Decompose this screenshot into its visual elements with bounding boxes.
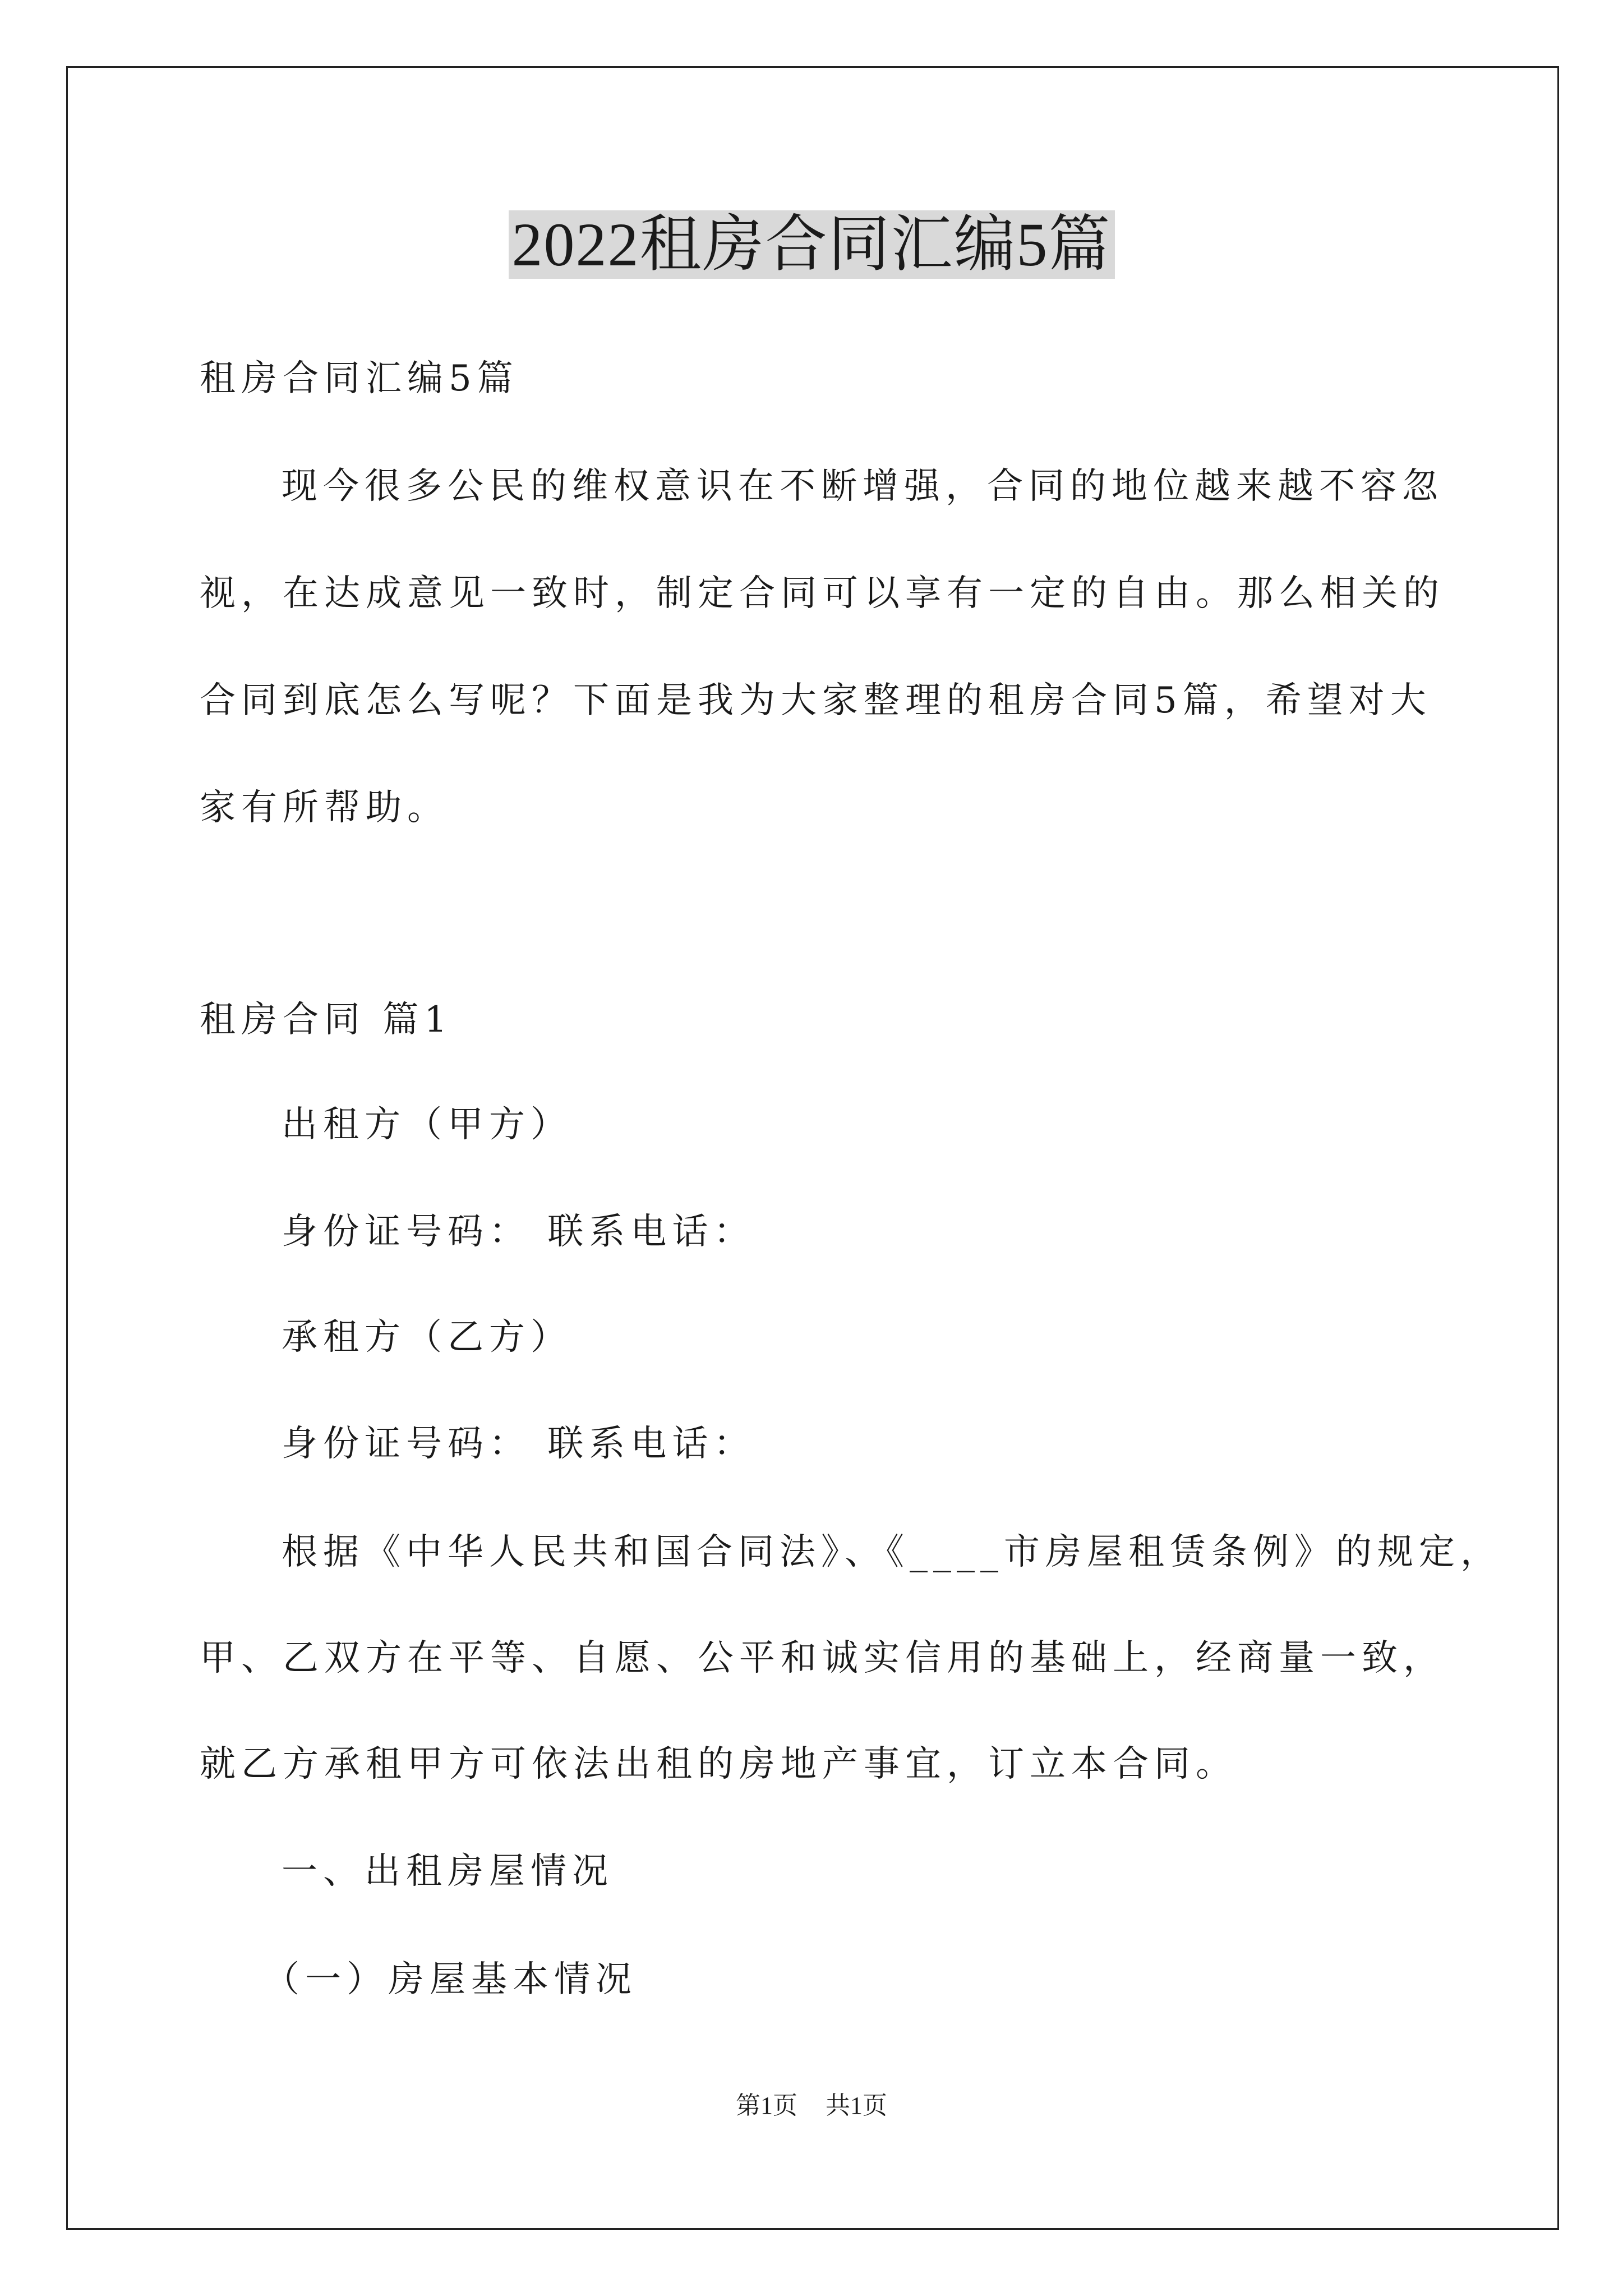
document-title	[0, 205, 1623, 284]
intro-line-3: 合同到底怎么写呢？下面是我为大家整理的租房合同5篇，希望对大	[200, 680, 1432, 721]
clause-one-subheading: （一）房屋基本情况	[264, 1959, 637, 2000]
intro-line-1: 现今很多公民的维权意识在不断增强，合同的地位越来越不容忽	[282, 466, 1444, 507]
basis-line-1: 根据《中华人民共和国合同法》、《____市房屋租赁条例》的规定，	[282, 1531, 1502, 1573]
lessor-label: 出租方（甲方）	[282, 1104, 572, 1145]
page-total: 共1页	[826, 2092, 887, 2119]
document-subtitle: 租房合同汇编5篇	[200, 358, 519, 399]
clause-one-heading: 一、出租房屋情况	[282, 1851, 614, 1892]
lessor-id-line: 身份证号码： 联系电话：	[282, 1211, 755, 1253]
lessee-label: 承租方（乙方）	[282, 1317, 572, 1358]
intro-line-2: 视，在达成意见一致时，制定合同可以享有一定的自由。那么相关的	[200, 573, 1445, 614]
intro-line-4: 家有所帮助。	[200, 787, 449, 829]
lessee-id-line: 身份证号码： 联系电话：	[282, 1423, 755, 1465]
page-footer	[0, 2089, 1623, 2123]
basis-line-2: 甲、乙双方在平等、自愿、公平和诚实信用的基础上，经商量一致，	[200, 1637, 1445, 1679]
page-number: 第1页	[736, 2092, 797, 2119]
section-heading: 租房合同 篇1	[200, 999, 453, 1041]
basis-line-3: 就乙方承租甲方可依法出租的房地产事宜，订立本合同。	[200, 1743, 1237, 1785]
document-title-text: 2022租房合同汇编5篇	[509, 210, 1115, 279]
